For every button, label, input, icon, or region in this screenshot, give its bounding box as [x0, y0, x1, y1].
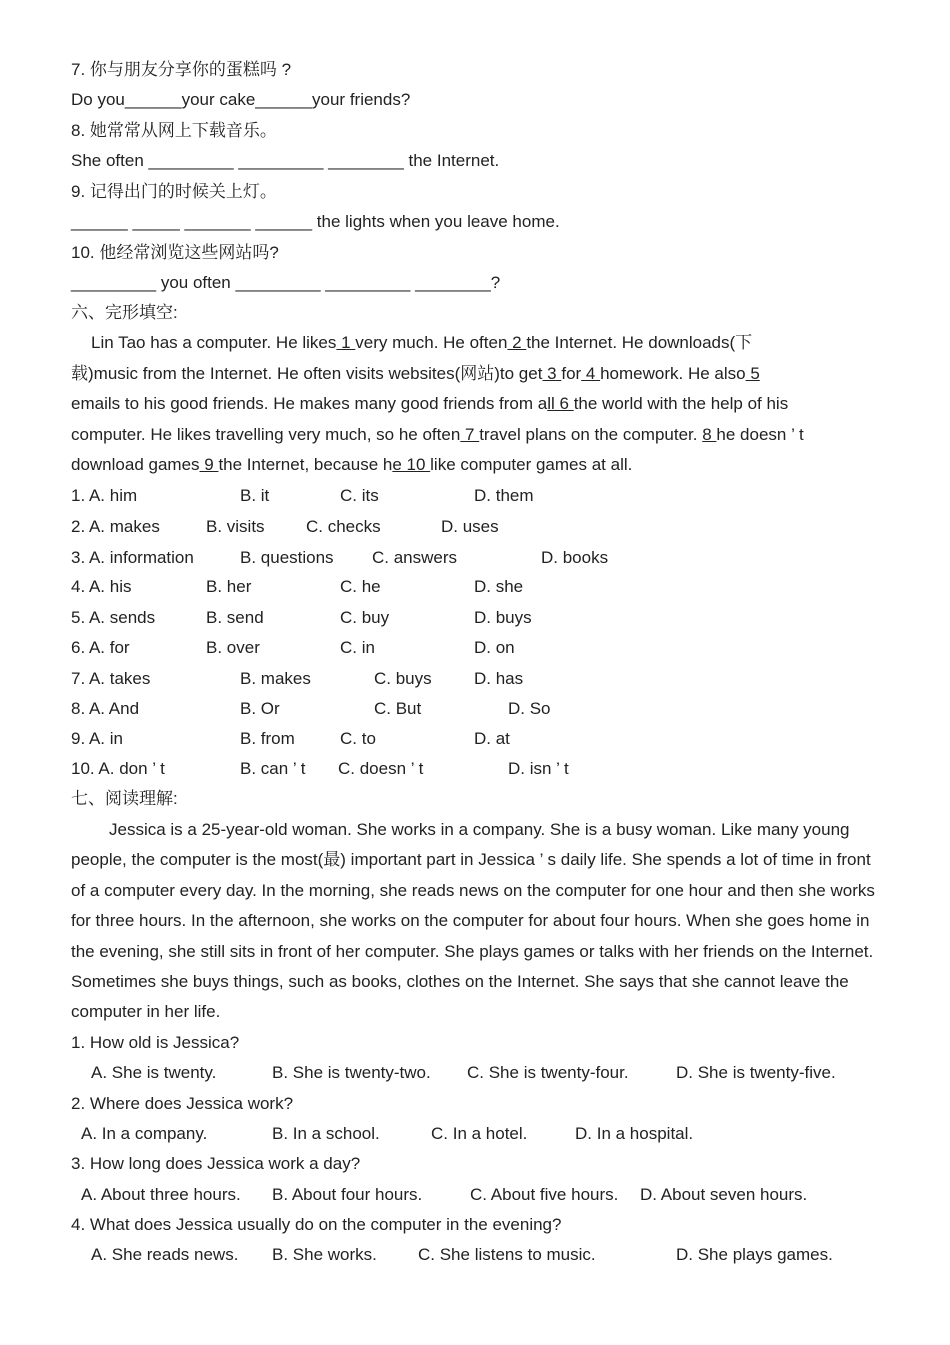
cloze-blank-6: ll 6 — [547, 394, 574, 413]
translation-q7-chinese: 7. 你与朋友分享你的蛋糕吗 ? — [71, 60, 292, 79]
reading-question-1: 1. How old is Jessica? — [71, 1033, 240, 1052]
cloze-blank-4: 4 — [581, 364, 601, 383]
worksheet-page: 7. 你与朋友分享你的蛋糕吗 ? Do you______your cake______your friends? 8. 她常常从网上下载音乐。 She often _________ _________ ________ the Internet. 9. 记得出门的时候关上灯。 ______ _____ _______ ______ the lights when you leave home. 10. 他经常浏览这些网站吗? _________ you often _________ _________ ________? 六、完形填空: Lin Tao has a computer. He likes 1 very much. He often 2 the Internet. He downloads(下 载)music from the Internet. He often visits websites(网站)to get 3 for 4 homework. He also 5 emails to his good friends. He makes many good friends from all 6 the world with the help of his computer. He likes travelling very much, so he often 7 travel plans on the computer. 8 he doesn ’ t download games 9 the Internet, because he 10 like computer games at all. 1. A. him B. it C. its D. them 2. A. makes B. visits C. checks D. uses 3. A. information B. questions C. answers D. books 4. A. his B. her C. he D. she 5. A. sends B. send C. buy D. buys 6. A. for B. over C. in D. on 7. A. takes B. makes C. buys D. has 8. A. And B. Or C. But D. So 9. A. in B. from C. to D. at 10. A. don ’ t B. can ’ t C. doesn ’ t D. isn ’ t 七、阅读理解: Jessica is a 25-year-old woman. She works in a company. She is a busy woman. Like many young people, the computer is the most(最) important part in Jessica ’ s daily life. She spends a lot of time in front of a computer every day. In the morning, she reads news on the computer for one hour and then she works for three hours. In the afternoon, she works on the computer for about four hours. When she goes home in the evening, she still sits in front of her computer. She plays games or talks with her friends on the Internet. Sometimes she buys things, such as books, clothes on the Internet. She says that she cannot leave the computer in her life. 1. How old is Jessica? A. She is twenty. B. She is twenty-two. C. She is twenty-four. D. She is twenty-five. 2. Where does Jessica work? A. In a company. B. In a school. C. In a hotel. D. In a hospital. 3. How long does Jessica work a day? A. About three hours. B. About four hours. C. About five hours. D. About seven hours. 4. What does Jessica usually do on the computer in the evening? A. She reads news. B. She works. C. She listens to music. D. She plays games. — [71, 60, 875, 1264]
translation-q8-chinese: 8. 她常常从网上下载音乐。 — [71, 121, 277, 140]
reading-passage-line-4: for three hours. In the afternoon, she works on the computer for about four hours. When she goes home in — [71, 911, 870, 930]
cloze-blank-5: 5 — [745, 364, 760, 383]
cloze-passage-line-5: download games 9 the Internet, because he 10 like computer games at all. — [71, 455, 633, 474]
reading-heading: 七、阅读理解: — [71, 789, 178, 808]
cloze-blank-10: e 10 — [392, 455, 431, 474]
cloze-blank-8: 8 — [702, 425, 717, 444]
translation-q7-english: Do you______your cake______your friends? — [71, 90, 411, 109]
translation-q9-chinese: 9. 记得出门的时候关上灯。 — [71, 182, 277, 201]
reading-passage-line-1: Jessica is a 25-year-old woman. She works in a company. She is a busy woman. Like many young — [109, 820, 850, 839]
reading-passage-line-7: computer in her life. — [71, 1002, 221, 1021]
cloze-blank-7: 7 — [460, 425, 480, 444]
cloze-blank-3: 3 — [542, 364, 562, 383]
reading-question-3: 3. How long does Jessica work a day? — [71, 1154, 361, 1173]
reading-passage-line-5: the evening, she still sits in front of her computer. She plays games or talks with her friends on the Internet. — [71, 942, 874, 961]
cloze-blank-2: 2 — [507, 333, 527, 352]
translation-q10-english: _________ you often _________ _________ ________? — [71, 273, 501, 292]
cloze-blank-1: 1 — [336, 333, 356, 352]
cloze-blank-9: 9 — [199, 455, 219, 474]
reading-question-2: 2. Where does Jessica work? — [71, 1094, 294, 1113]
reading-passage-line-2: people, the computer is the most(最) important part in Jessica ’ s daily life. She spends a lot of time in front — [71, 850, 871, 869]
cloze-passage-line-1: Lin Tao has a computer. He likes 1 very much. He often 2 the Internet. He downloads(下 — [91, 333, 753, 352]
cloze-passage-line-4: computer. He likes travelling very much, so he often 7 travel plans on the computer. 8 he doesn ’ t — [71, 425, 804, 444]
translation-q10-chinese: 10. 他经常浏览这些网站吗? — [71, 243, 279, 262]
cloze-heading: 六、完形填空: — [71, 303, 178, 322]
cloze-passage-line-2: 载)music from the Internet. He often visits websites(网站)to get 3 for 4 homework. He also 5 — [71, 364, 760, 383]
translation-q9-english: ______ _____ _______ ______ the lights when you leave home. — [71, 212, 560, 231]
reading-passage-line-6: Sometimes she buys things, such as books, clothes on the Internet. She says that she cannot leave the — [71, 972, 849, 991]
reading-passage-line-3: of a computer every day. In the morning, she reads news on the computer for one hour and then she works — [71, 881, 875, 900]
translation-q8-english: She often _________ _________ ________ the Internet. — [71, 151, 500, 170]
cloze-passage-line-3: emails to his good friends. He makes many good friends from all 6 the world with the help of his — [71, 394, 789, 413]
reading-question-4: 4. What does Jessica usually do on the computer in the evening? — [71, 1215, 562, 1234]
